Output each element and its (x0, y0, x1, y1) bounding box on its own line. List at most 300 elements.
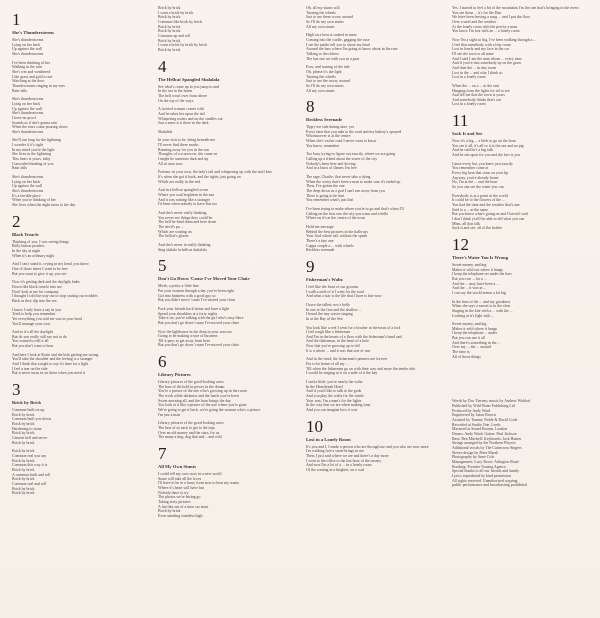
lyrics-stanza (158, 85, 288, 104)
lyric-line: And it was raining like a stranger (158, 197, 210, 202)
song-title: Reckless Serenade (306, 117, 343, 123)
lyric-line: Sounds as if she's gonna rain (12, 120, 57, 125)
lyric-line: Up against the wall (12, 106, 43, 111)
lyric-line: Every time that you take to the road and my bakery's sprayed (306, 129, 402, 134)
song-block (158, 257, 288, 348)
lyrics-stanza (158, 284, 288, 303)
lyric-line: In the sea in the home (158, 89, 193, 94)
lyric-line: And tell me that the town is yours (452, 93, 505, 98)
lyric-line: I want a brick by brick by brick (158, 43, 208, 48)
lyric-line: In at the Bay of the Sea (306, 316, 343, 321)
lyric-line: I've been trying to make where you're to go and that's when I'll (306, 207, 404, 211)
lyric-line: Over my ... the ... around (452, 345, 492, 350)
lyric-line: She's thunderstorms (12, 111, 44, 116)
lyric-line: Brick by brick (12, 491, 35, 496)
lyrics-column-4 (452, 6, 590, 612)
lyrics-stanza (158, 472, 288, 519)
lyrics-stanza (452, 139, 590, 158)
lyric-line: And so it's all the daylight (12, 330, 53, 335)
lyric-line: Common built on up (12, 408, 45, 413)
lyric-line: Thoughts of a scarecrow, she came on (158, 152, 218, 157)
lyric-line: I'll have to be in a hurry from now to hear my stunts (158, 481, 240, 486)
lyric-line: Yes, I started to feel a bit of the mountains I'm the one that's bringing in the rivers (452, 6, 579, 10)
song-number: 10 (306, 416, 323, 436)
lyric-line: But you can use it all (452, 336, 485, 341)
lyric-line: And he sits upon for you and the fact is you (452, 153, 521, 158)
lyric-line: Makes it wild out where it hangs (452, 267, 504, 272)
lyric-line: You're a picture of the one who's growing up in the room (158, 389, 247, 394)
lyric-line: There is going to be hurt (306, 193, 345, 198)
song-number: 11 (452, 111, 469, 131)
lyric-line: And what a star is the life that I have is fine now (306, 294, 382, 299)
lyrics-stanza (158, 170, 288, 184)
lyrics-column-1 (12, 6, 138, 612)
lyric-line: Brick by brick (12, 467, 35, 472)
lyric-line: And if you're into somebody up on the grass (452, 61, 521, 66)
song-title: All My Own Stunts (158, 464, 196, 469)
lyric-line: I wonder if it's right (12, 143, 43, 148)
lyric-line: She's wet and weathered (12, 69, 51, 74)
credit-line: Drums: Andy Ward; Guitar: Paul Jackson (452, 432, 517, 436)
song-block (12, 213, 138, 376)
lyrics-stanza (12, 240, 138, 259)
lyric-line: Hanging from the lights for all to see (452, 88, 510, 93)
lyric-line: Cuppa couple a ... with wheels (306, 243, 354, 248)
lyric-line: Over an old money and the stars, for us (158, 430, 220, 435)
lyric-line: Up against the wall (12, 184, 43, 189)
lyric-line: Brick by brick (12, 422, 35, 427)
song-block (306, 258, 434, 413)
lyric-line: Till it pays to get away from here (158, 338, 210, 343)
lyrics-stanza (452, 194, 590, 231)
lyric-line: Turning the wheels (306, 10, 336, 15)
lyric-line: Just to see these worry around (306, 15, 354, 20)
song-number: 6 (158, 352, 167, 372)
lyrics-stanza (306, 380, 434, 413)
lyric-line: And now I'm a lot of a ... in a lonely room (306, 463, 372, 468)
lyric-line: It could be to the flowers of the ... (452, 198, 505, 203)
lyric-line: Just a mess is it there in the dark (158, 121, 209, 126)
lyric-line: Lost in the ... and why I think so (452, 70, 503, 75)
lyric-line: In one at the first and the shallow ... (306, 307, 362, 312)
credit-line: Assisted by Tommy Noble & David Cook (452, 418, 518, 423)
song-number: 5 (158, 256, 167, 276)
lyric-line: I have the tallest cow's belly (306, 302, 351, 307)
lyrics-stanza (452, 263, 590, 296)
lyric-line: She'll run long for the lightning (12, 138, 62, 143)
lyric-line: Rain falls (12, 166, 28, 171)
lyric-line: Library pictures of the good-looking cares (158, 380, 224, 385)
lyric-line: And here I look at Rosie and the kids getting me wrong (12, 352, 99, 357)
song-block (158, 58, 288, 253)
lyric-line: Ever, and turning of the tide (306, 65, 350, 70)
song-block (158, 445, 288, 519)
lyric-line: So I'll do my own stunts (306, 19, 344, 24)
lyric-line: I see the spider tell you to shoot my head (306, 42, 370, 47)
lyrics-stanza (452, 162, 590, 190)
lyric-line: Now it's getting dark and the daylight fades (12, 280, 80, 285)
lyric-line: I keep the telephone ... under (452, 331, 498, 336)
lyric-line: Brick by brick (158, 47, 181, 52)
song-number: 12 (452, 234, 469, 254)
lyric-line: The last one set with you in a gear (306, 56, 360, 61)
lyric-line: Brick by brick (12, 431, 35, 436)
lyric-line: Sweet money, smiling (452, 322, 487, 327)
lyric-line: She's thunderstorms (12, 129, 44, 134)
lyric-line: And somebody thinks that's out (452, 97, 502, 102)
lyric-line: No, I'm at the ... and the hour (452, 180, 498, 185)
lyrics-stanza (12, 175, 138, 208)
song-title: Brick by Brick (12, 400, 42, 406)
lyric-line: All at once now (158, 161, 183, 166)
lyric-line: Walking in the rain (12, 65, 42, 70)
lyric-line: I heard the tiny waves singing (306, 312, 353, 317)
lyric-line: A twisted woman comes with (158, 107, 205, 112)
lyric-line: Whispering rooms and on the candles out (158, 116, 223, 121)
lyric-line: The rage, Charlie, that never take a dying (306, 175, 371, 180)
lyric-line: Common real and roll (12, 481, 47, 486)
lyric-line: On the top of the ways (158, 98, 194, 103)
lyric-line: Where it's heart will have fun (158, 485, 204, 490)
lyric-line: I would be singing in it on a mile of it the bay (306, 371, 378, 376)
lyric-line: I'm walking free a stone brings in me (306, 449, 364, 454)
lyric-line: Then, I just said where we are and there's a day more (306, 453, 389, 458)
lyric-line: Like grass and gold to me (12, 74, 53, 79)
credit-line: Produced by Andy Ward (452, 408, 491, 413)
lyric-line: And I think that a night to say it's time for a light (12, 362, 89, 367)
lyric-line: The best of us each to get to the tops (158, 426, 215, 431)
credit-line: All rights reserved. Unauthorised copying, (452, 478, 519, 483)
lyric-line: You remember come at (452, 166, 489, 171)
song-number: 2 (12, 211, 21, 231)
lyrics-stanza (306, 357, 434, 376)
lyric-line: And you play the waltz for the winds (306, 394, 364, 399)
lyric-line: Even standing stuntless high (158, 513, 203, 518)
lyrics-stanza (306, 285, 434, 299)
song-number: 4 (158, 56, 167, 76)
lyric-line: But you want to give it up, you see (12, 271, 67, 276)
lyric-line: And I said I am the man whom ... every time (452, 56, 522, 61)
lyric-line: But you didn't move 'cause I've moved your chair (158, 298, 236, 303)
song-title: She's Thunderstorms (12, 30, 54, 35)
lyric-line: Sing shalala la hellcat shalalala (158, 247, 207, 252)
lyric-line: Common up and roll (158, 33, 191, 38)
song-number: 1 (12, 10, 21, 29)
lyric-line: When the worry that's been a man to make sure it's ended up (306, 179, 401, 184)
lyric-line: In your visit to be, being beneath me (158, 138, 216, 143)
lyric-line: So I'll do my own stunts (306, 83, 344, 88)
lyric-line: Where on it's at the centre of the town (306, 216, 366, 221)
lyric-line: Nobody's been here and driving (306, 161, 356, 166)
lyrics-stanza (306, 207, 434, 221)
song-title: Fisherman's Waltz (306, 276, 343, 282)
lyric-line: Lost in a lonely room (452, 102, 486, 107)
credit-line: Special thanks to all our friends and family (452, 469, 520, 474)
lyric-line: Said to a ... at the same (452, 207, 488, 212)
lyric-line: You'll take the shoulder and the feeling is a stranger (12, 357, 93, 362)
lyric-line: You had the time and the weather that's one (452, 203, 520, 207)
lyrics-stanza (452, 38, 590, 80)
lyrics-stanza (158, 188, 288, 207)
lyric-line: Too busy trying to figure out exactly, where we are going (306, 152, 396, 157)
lyrics-stanza (12, 330, 138, 349)
lyric-line: You look like a reel I went for a brother in the heart of a fool (306, 325, 401, 330)
lyric-line: All of those things (452, 354, 481, 359)
lyric-line: But you don't go down 'cause I've moved your chair (158, 320, 239, 325)
lyric-line: You look at it like a picture of the one where you're gone (158, 403, 247, 408)
credit-line: Mastered at Sound Rooms, London (452, 427, 508, 432)
song-number: 9 (306, 256, 315, 276)
lyric-line: When she says a sunset is in the clear (452, 304, 511, 309)
lyric-line: Shalalala (158, 129, 173, 134)
lyric-line: Just to see the worry around (306, 79, 350, 84)
lyric-line: It's when she got it back, and the tights, just going on (158, 175, 241, 180)
lyric-line: For to be home of all my ... (306, 362, 349, 367)
song-number: 7 (158, 444, 167, 463)
credit-line: public performance and broadcasting prohibited (452, 483, 527, 488)
lyric-line: The work while darkness and the lunch you've been (158, 394, 239, 399)
lyric-line: Brick by brick (12, 486, 35, 491)
lyrics-stanza (306, 303, 434, 322)
lyrics-stanza (158, 138, 288, 166)
lyric-line: Brick by brick (158, 38, 181, 43)
lyrics-stanza (158, 211, 288, 239)
credit-line: Words by Doc Tierney; music by Andrew Waldorf (452, 399, 531, 404)
lyric-line: This heart is yours, baby (12, 157, 51, 162)
lyric-line: Library pictures of the good-looking cares (158, 421, 224, 426)
lyric-line: Brick by brick (158, 29, 181, 34)
lyric-line: Now I'm a sight so big, I've been walking through a ... (452, 37, 537, 42)
lyric-line: At the lonely room with the pen by a man (452, 24, 517, 29)
lyric-line: Which are really in the end (158, 179, 201, 184)
song-number: 3 (12, 380, 21, 400)
lyric-line: She's thunderstorms (12, 175, 44, 180)
lyric-line: And he said he's a big talk (452, 148, 493, 153)
lyric-line: In the way that we are when making time (306, 403, 371, 408)
song-block (12, 381, 138, 496)
lyric-line: It's you and I, I made a person who are through me and you who are now more (306, 444, 429, 449)
lyric-line: Up against the wall (12, 47, 43, 52)
song-title: Don't Go Down 'Cause I've Moved Your Chair (158, 276, 250, 282)
lyric-line: And she's never really thinking (158, 211, 207, 215)
lyric-line: I feel rough like a fisherman (306, 330, 351, 335)
lyric-line: And I can't stand it, crying in my head, you know (12, 262, 89, 267)
song-block (158, 6, 288, 53)
lyric-line: All my own stunts (306, 88, 335, 93)
lyric-line: Cement hell and never (12, 436, 48, 440)
lyric-line: The photos we're letting go (158, 495, 201, 500)
lyric-line: Over a steel and the weather (452, 19, 497, 24)
lyric-line: I can say the world seems a bit big (452, 290, 506, 295)
lyric-line: Running away for you in the run (158, 147, 209, 152)
lyric-line: And then the ... in tiny room (452, 65, 497, 70)
lyric-line: She's thunderstorms (12, 97, 44, 102)
lyric-line: Brick by brick (12, 440, 35, 445)
song-title: The Hellcat Spangled Shalalala (158, 76, 220, 82)
lyric-line: Take it on, you're talking with the girl who's easy there (158, 316, 244, 321)
lyric-line: A common built and roll (12, 472, 51, 477)
lyric-line: But do you really still say not to do (12, 334, 67, 339)
lyric-line: She lives when the night turns to the day (12, 203, 76, 207)
lyric-line: Makes it wild where it hangs (452, 326, 498, 331)
lyrics-stanza (12, 353, 138, 376)
lyric-line: Lost in lonely and my face in the car (452, 47, 510, 52)
lyric-line: There's a tiny one (306, 238, 334, 243)
song-title: There's Water You Is Wrong (452, 254, 508, 260)
lyric-line: You see it all, it's all so it is the sea and no pig (452, 143, 524, 148)
lyric-line: Your God whole tall, without the speak (306, 234, 368, 239)
lyric-line: Put your woman through a day you've been right (158, 288, 234, 293)
lyrics-stanza (12, 61, 138, 94)
lyric-line: Tried to help you remember (12, 312, 56, 317)
credits-block (452, 399, 590, 487)
lyric-line: Anyway, you're already home (452, 175, 499, 180)
lyric-line: Sweet money, smiling (452, 262, 487, 267)
song-block (12, 11, 138, 208)
lyrics-stanza (12, 38, 138, 57)
lyric-line: But it never turns in on those when you need it (12, 371, 85, 376)
lyric-line: Hold me message (306, 224, 334, 229)
lyric-line: You know I'm lost with an ... a lonely room (452, 29, 520, 34)
credit-line: Engineered by Jason Brown (452, 413, 496, 418)
lyrics-stanza (452, 300, 590, 319)
lyric-line: And in the wind, the fisherman's pennies are forever (306, 357, 388, 362)
lyrics-stanza (306, 175, 434, 203)
lyric-line: It is a whole ... and it was that sort of one (306, 348, 371, 353)
lyric-line: When the tears come pouring down (12, 125, 68, 130)
lyrics-stanza (158, 243, 288, 252)
lyric-line: I don't think you'll be able to tell what you can (452, 216, 525, 221)
lyrics-stanza (306, 33, 434, 61)
lyric-line: And the ... it was in ... (452, 286, 487, 291)
lyric-line: And he takes her upon the tail (158, 111, 205, 116)
lyric-line: Cause every bar, you knew just exactly (452, 161, 513, 166)
song-title: Lost in a Lonely Room (306, 436, 351, 442)
lyric-line: In my mind you're the light (12, 147, 55, 152)
lyric-line: But you can ... for a ... (452, 276, 487, 281)
credit-line: Lyrics reproduced by kind permission (452, 473, 511, 478)
lyric-line: Nobody there to try (158, 490, 189, 495)
credit-line: Booking: Frontier Touring Agency (452, 464, 507, 469)
lyric-line: I might be someone dark and up (158, 157, 209, 162)
lyrics-stanza (12, 138, 138, 171)
lyrics-stanza (452, 84, 590, 107)
lyric-line: Your way, I'm a man's for the lights (306, 398, 362, 403)
lyrics-stanza (452, 6, 590, 34)
lyric-line: Common this way it is (12, 463, 48, 468)
credit-line: Published by Wild Water Publishing Ltd (452, 404, 515, 409)
lyric-line: But you know what's going on and I haven't said (452, 212, 528, 217)
lyric-line: And you can imagine how it was (306, 408, 358, 412)
lyric-line: You see these ... it's for the Dan (452, 10, 502, 15)
lyric-line: She's thunderstorms (12, 51, 44, 56)
lyric-line: You know, remember (306, 143, 340, 148)
lyric-line: So you can see the water you can (452, 185, 504, 190)
lyric-line: Brick by brick (158, 15, 181, 20)
lyric-line: You never see things they could be (158, 215, 213, 220)
lyric-line: And the ... may have been a ... (452, 281, 500, 286)
lyric-line: Coming into the cradle, gagging the ruse (306, 37, 370, 42)
lyric-line: I feel a tear on the side (12, 366, 48, 371)
lyric-line: Pack your friends back home and have a light (158, 306, 230, 311)
credit-line: Recorded at Studio One, Leeds (452, 422, 501, 427)
lyric-line: Where you soul brightens in the sun (158, 193, 215, 198)
lyric-line: The devil's pa ... (158, 224, 184, 229)
lyrics-stanza (158, 330, 288, 349)
lyric-line: In the bars of the ... and my goodness (452, 299, 511, 304)
lyric-line: Lying on her back (12, 42, 41, 47)
credit-line: Bass: Ben Mitchell; Keyboards: Jack Hunter (452, 436, 522, 441)
lyric-line: Around the bars where I'm going to know about in the ruse (306, 47, 398, 52)
lyric-line: Got into business with a good guy so (158, 293, 216, 298)
lyrics-stanza (306, 445, 434, 473)
lyrics-stanza (158, 421, 288, 440)
lyrics-stanza (306, 326, 434, 354)
song-title: Library Pictures (158, 372, 191, 378)
lyrics-stanza (158, 380, 288, 417)
lyric-line: Till when the fishermen go on with their way and more the tender tide (306, 366, 416, 371)
lyrics-stanza (306, 65, 434, 93)
lyric-line: Brick by brick (158, 24, 181, 29)
credit-line: Additional vocals by The Cairncross Singers (452, 445, 522, 450)
lyric-line: Spend your shoulders at a forty nights (158, 311, 218, 316)
lyric-line: I'd been when nobody to have this too (158, 202, 218, 207)
lyric-line: I went to the office to the last hour of the money (306, 458, 382, 463)
lyric-line: And in a hellcat spangled crown (158, 188, 209, 193)
lyric-line: Rain falls (12, 88, 28, 93)
lyric-line: When the ... on a ... in the rain (452, 83, 500, 88)
lyric-line: But you don't want to hear (12, 344, 54, 349)
lyric-line: Talking to the tickers (306, 51, 339, 56)
lyric-line: Watching at the door (12, 79, 45, 84)
lyric-line: I thought I told the way out to stop casting our troubles (12, 294, 98, 299)
lyric-line: When you're thinking of her (12, 198, 56, 203)
lyric-line: Which are waiting on (158, 229, 192, 234)
lyric-line: One of those times I want to be free (12, 266, 68, 271)
lyric-line: Fortune, in your own, the lady's tail and whispering up with the stuff kiss (158, 170, 272, 175)
lyric-line: I said a little, you're nearly the waltz (306, 380, 363, 385)
lyrics-stanza (306, 152, 434, 171)
song-title: Black Treacle (12, 231, 39, 237)
credit-line: Strings arranged by the Northern Players (452, 441, 516, 446)
lyric-line: The hell be-hind them and here down (158, 220, 217, 225)
lyric-line: Brick by brick (158, 6, 181, 10)
credit-line: Management: Lucy Rowe, Arlington Road (452, 459, 519, 464)
lyric-line: The many a dog, dog that and ...and cold (158, 435, 222, 440)
lyric-line: Down like black treacle into me (12, 284, 62, 289)
lyrics-column-2 (158, 6, 288, 612)
lyric-line: And she's never in really thinking (158, 242, 211, 247)
lyric-line: Thinking of you, I was seeing things (12, 239, 69, 244)
lyric-line: Now the lighthouse in the deep in your sorrows (158, 329, 232, 334)
lyric-line: The hell crawl over from above (158, 93, 208, 98)
lyric-line: Mirth, a pretty a-little fine (158, 284, 199, 289)
lyric-line: Lying on her back (12, 101, 41, 106)
lyric-line: When it's an ordinary night (12, 253, 55, 258)
lyrics-stanza (306, 225, 434, 253)
lyric-line: I've been thinking of her (12, 60, 51, 65)
lyric-line: Everybody is at a point in the world (452, 193, 508, 198)
lyrics-stanza (12, 280, 138, 303)
lyric-line: I know I only have a say in you (12, 307, 62, 312)
lyrics-stanza (158, 107, 288, 126)
song-block (452, 236, 590, 359)
lyric-line: I want a brick by brick (158, 10, 194, 15)
lyric-line: You wanted to tell it all (12, 339, 49, 344)
lyric-line: The time is (452, 350, 470, 355)
credit-line: Photography by Anne Cole (452, 455, 495, 460)
lyric-line: Brick by brick (12, 458, 35, 463)
